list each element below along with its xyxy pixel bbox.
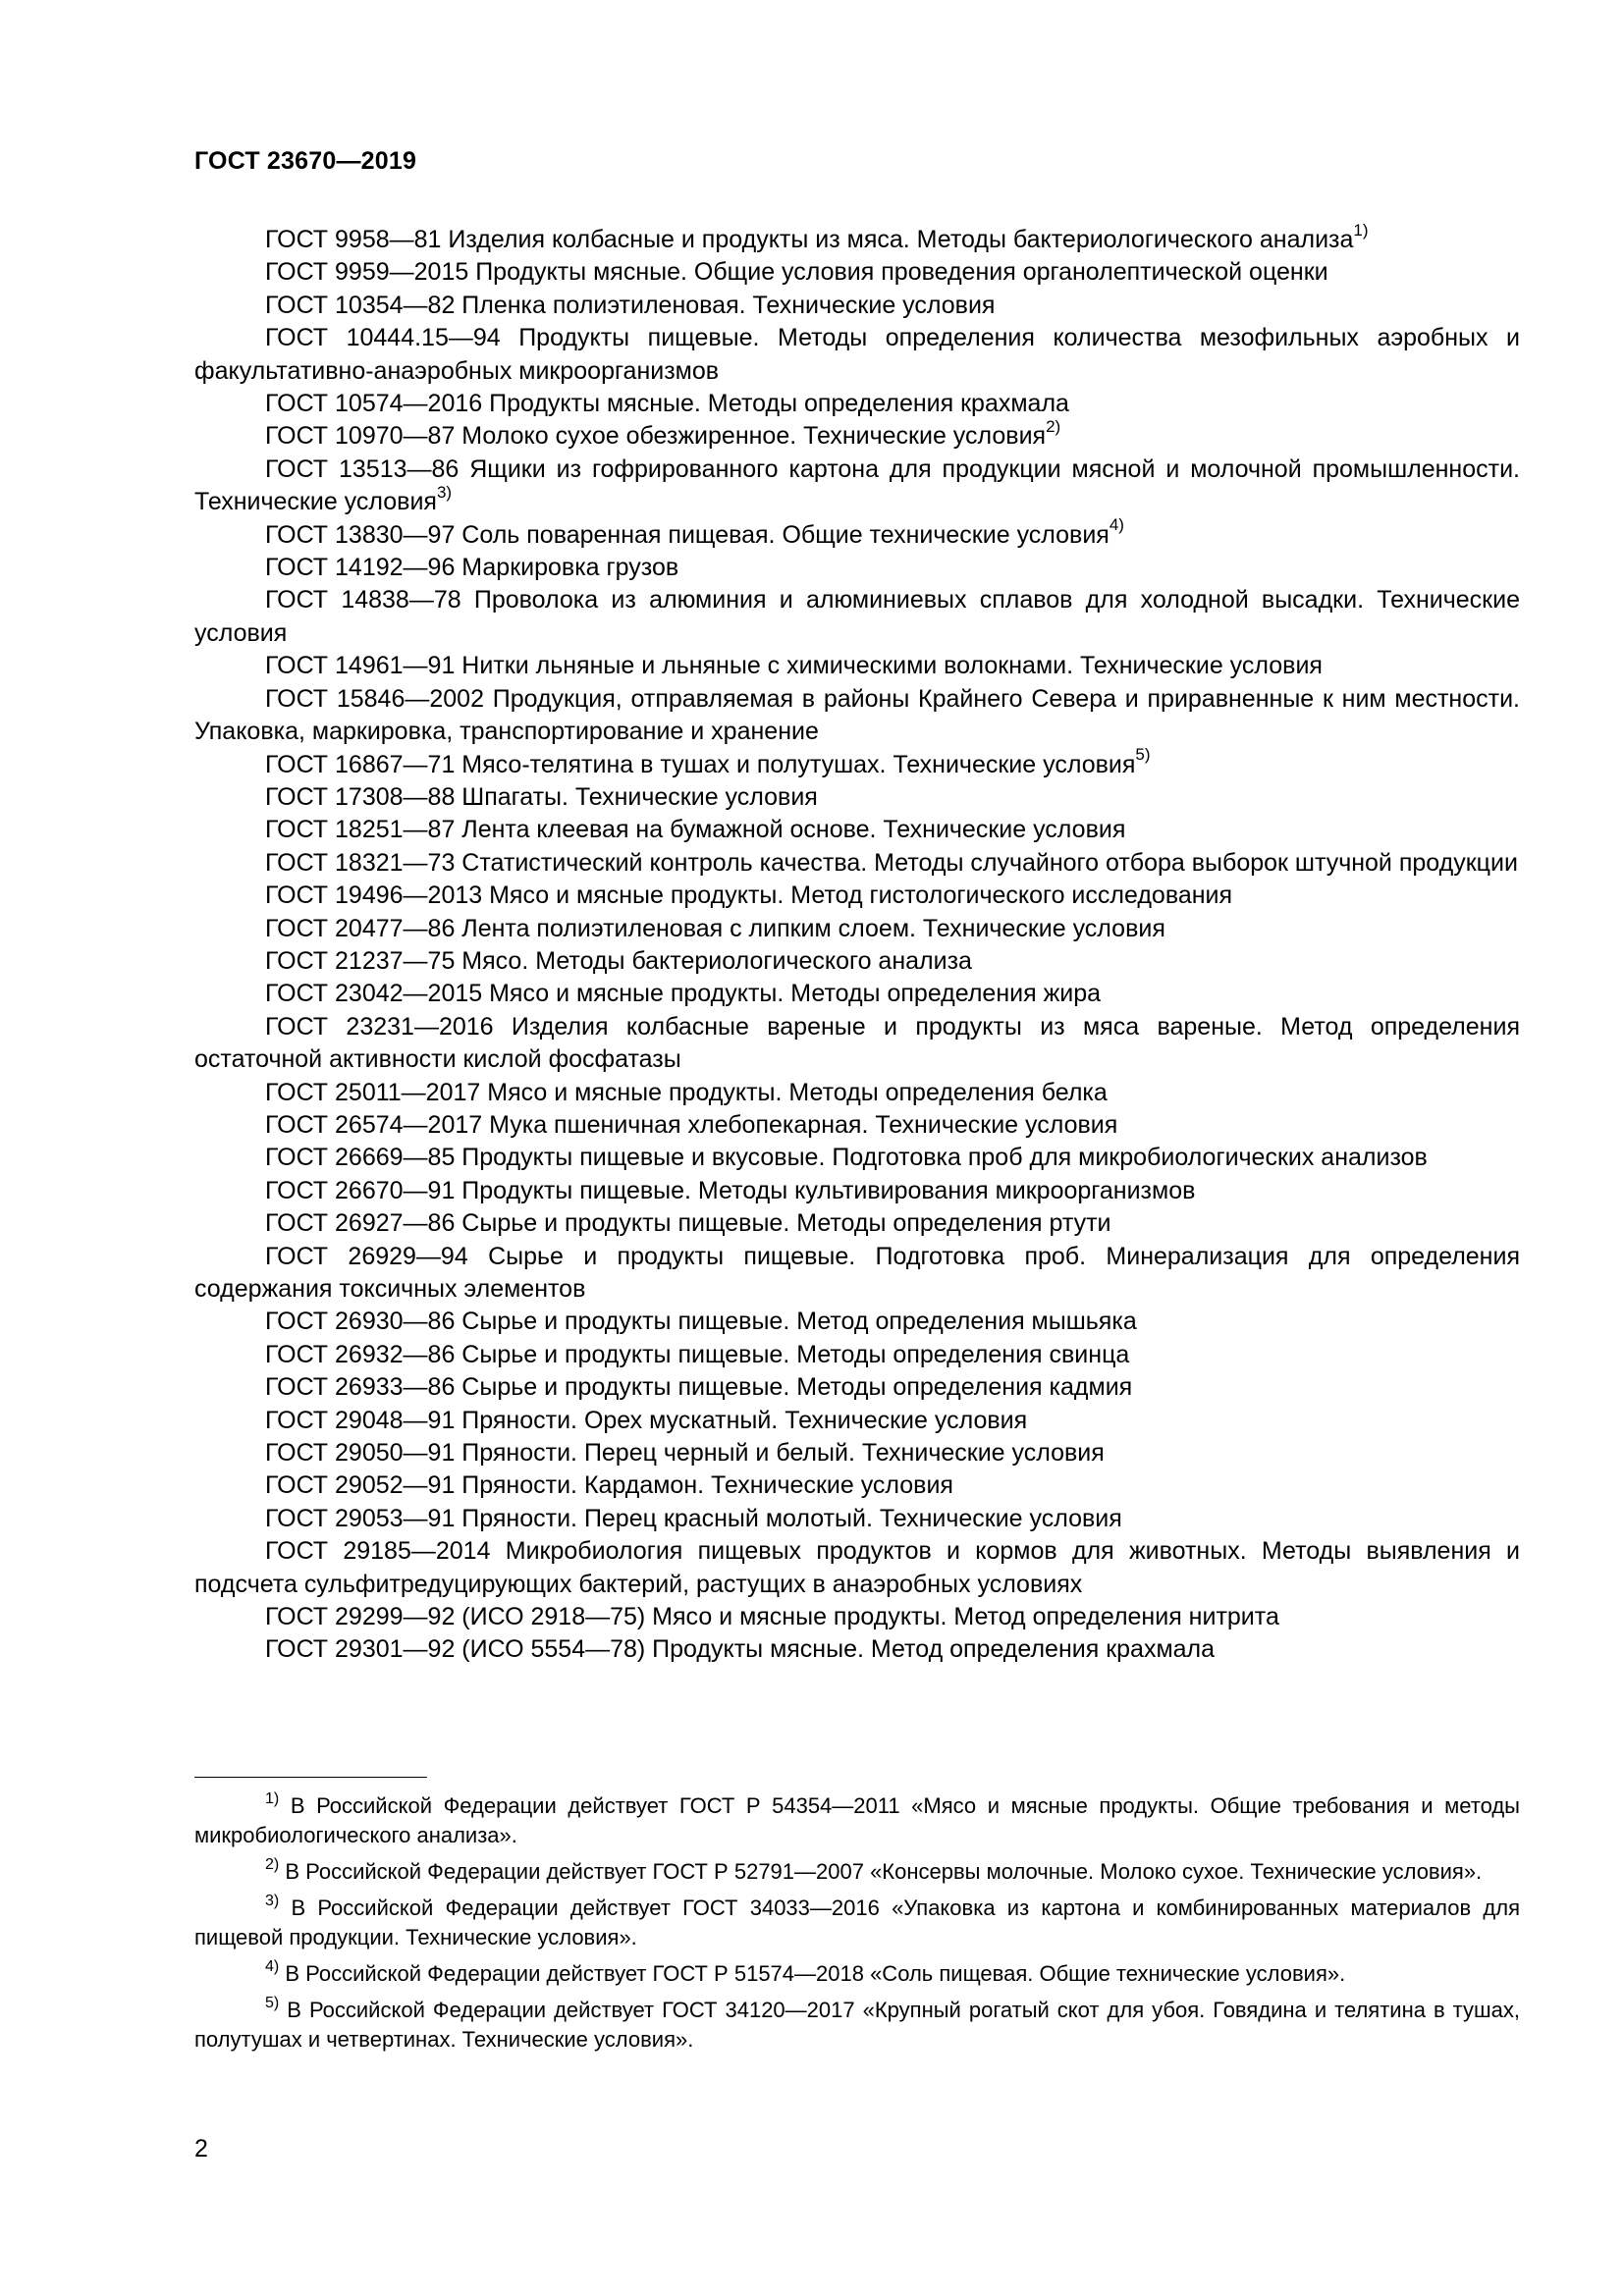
reference-item (194, 880, 1520, 912)
reference-item (194, 814, 1520, 846)
footnote-text: В Российской Федерации действует ГОСТ 34033—2016 «Упаковка из картона и комбинированных материалов для пищевой продукции. Технические условия». (194, 1896, 1520, 1949)
reference-item (194, 256, 1520, 289)
reference-item (194, 1011, 1520, 1077)
reference-text: ГОСТ 21237—75 Мясо. Методы бактериологического анализа (265, 946, 972, 975)
reference-text: ГОСТ 26669—85 Продукты пищевые и вкусовые. Подготовка проб для микробиологических анализов (265, 1144, 1428, 1172)
footnote-number: 2) (265, 1855, 280, 1873)
reference-item (194, 1207, 1520, 1240)
reference-text: ГОСТ 14192—96 Маркировка грузов (265, 554, 679, 582)
footnote-text: В Российской Федерации действует ГОСТ Р 52791—2007 «Консервы молочные. Молоко сухое. Технические условия». (279, 1859, 1483, 1884)
reference-text: ГОСТ 20477—86 Лента полиэтиленовая с липким слоем. Технические условия (265, 914, 1165, 942)
reference-text: ГОСТ 29048—91 Пряности. Орех мускатный. Технические условия (265, 1406, 1028, 1434)
reference-text: ГОСТ 13513—86 Ящики из гофрированного картона для продукции мясной и молочной промышленности. Технические условия (194, 454, 1520, 516)
reference-item (194, 1142, 1520, 1174)
reference-item (194, 584, 1520, 650)
reference-item (194, 978, 1520, 1010)
reference-item (194, 1469, 1520, 1502)
reference-text: ГОСТ 19496—2013 Мясо и мясные продукты. Метод гистологического исследования (265, 881, 1233, 910)
footnote-item (194, 1791, 1520, 1850)
reference-text: ГОСТ 26930—86 Сырье и продукты пищевые. Метод определения мышьяка (265, 1308, 1137, 1336)
reference-item (194, 1306, 1520, 1338)
reference-item (194, 322, 1520, 388)
reference-text: ГОСТ 26932—86 Сырье и продукты пищевые. Методы определения свинца (265, 1340, 1130, 1368)
reference-item (194, 1339, 1520, 1371)
document-header-code: ГОСТ 23670—2019 (194, 147, 417, 175)
reference-item (194, 1109, 1520, 1142)
reference-item (194, 1503, 1520, 1535)
reference-text: ГОСТ 15846—2002 Продукция, отправляемая в районы Крайнего Севера и приравненные к ним местности. Упаковка, маркировка, транспортирование и хранение (194, 684, 1520, 746)
reference-text: ГОСТ 29053—91 Пряности. Перец красный молотый. Технические условия (265, 1504, 1122, 1532)
reference-item (194, 1077, 1520, 1109)
reference-item (194, 1437, 1520, 1469)
reference-text: ГОСТ 23042—2015 Мясо и мясные продукты. Методы определения жира (265, 980, 1102, 1008)
reference-text: ГОСТ 23231—2016 Изделия колбасные вареные и продукты из мяса вареные. Метод определения остаточной активности кислой фосфатазы (194, 1012, 1520, 1074)
footnote-marker: 5) (1135, 745, 1151, 765)
reference-text: ГОСТ 26927—86 Сырье и продукты пищевые. Методы определения ртути (265, 1209, 1111, 1238)
normative-references-list (194, 220, 1520, 1667)
reference-text: ГОСТ 10970—87 Молоко сухое обезжиренное. Технические условия (265, 422, 1047, 451)
reference-item (194, 745, 1520, 781)
reference-text: ГОСТ 26574—2017 Мука пшеничная хлебопекарная. Технические условия (265, 1110, 1118, 1139)
footnote-marker: 1) (1353, 220, 1369, 240)
reference-text: ГОСТ 26929—94 Сырье и продукты пищевые. Подготовка проб. Минерализация для определения содержания токсичных элементов (194, 1242, 1520, 1303)
reference-item (194, 1405, 1520, 1437)
footnote-item (194, 1959, 1520, 1989)
footnote-item (194, 1996, 1520, 2055)
footnote-text: В Российской Федерации действует ГОСТ Р 51574—2018 «Соль пищевая. Общие технические условия». (279, 1961, 1346, 1986)
footnote-number: 4) (265, 1957, 280, 1975)
reference-text: ГОСТ 14838—78 Проволока из алюминия и алюминиевых сплавов для холодной высадки. Технические условия (194, 586, 1520, 647)
reference-text: ГОСТ 29050—91 Пряности. Перец черный и белый. Технические условия (265, 1439, 1105, 1468)
reference-text: ГОСТ 10444.15—94 Продукты пищевые. Методы определения количества мезофильных аэробных и факультативно-анаэробных микроорганизмов (194, 324, 1520, 385)
reference-text: ГОСТ 29185—2014 Микробиология пищевых продуктов и кормов для животных. Методы выявления и подсчета сульфитредуцирующих бактерий, растущих в анаэробных условиях (194, 1537, 1520, 1598)
footnote-marker: 3) (436, 482, 453, 502)
reference-item (194, 552, 1520, 584)
footnote-text: В Российской Федерации действует ГОСТ Р 54354—2011 «Мясо и мясные продукты. Общие требования и методы микробиологического анализа». (194, 1793, 1520, 1847)
reference-item (194, 683, 1520, 749)
reference-item (194, 1371, 1520, 1404)
reference-text: ГОСТ 10574—2016 Продукты мясные. Методы определения крахмала (265, 390, 1069, 418)
reference-text: ГОСТ 13830—97 Соль поваренная пищевая. Общие технические условия (265, 520, 1110, 549)
reference-item (194, 220, 1520, 256)
reference-item (194, 1601, 1520, 1633)
reference-text: ГОСТ 9958—81 Изделия колбасные и продукты из мяса. Методы бактериологического анализа (265, 226, 1354, 253)
reference-item (194, 515, 1520, 552)
reference-item (194, 417, 1520, 453)
reference-item (194, 454, 1520, 519)
reference-item (194, 1241, 1520, 1307)
reference-item (194, 1633, 1520, 1666)
reference-item (194, 945, 1520, 978)
footnotes-list (194, 1791, 1520, 2061)
footnote-item (194, 1894, 1520, 1952)
reference-text: ГОСТ 18251—87 Лента клеевая на бумажной основе. Технические условия (265, 816, 1126, 844)
reference-text: ГОСТ 29301—92 (ИСО 5554—78) Продукты мясные. Метод определения крахмала (265, 1635, 1216, 1664)
reference-text: ГОСТ 9959—2015 Продукты мясные. Общие условия проведения органолептической оценки (265, 258, 1328, 287)
reference-text: ГОСТ 26670—91 Продукты пищевые. Методы культивирования микроорганизмов (265, 1176, 1196, 1204)
reference-text: ГОСТ 29299—92 (ИСО 2918—75) Мясо и мясные продукты. Метод определения нитрита (265, 1603, 1279, 1631)
footnote-separator (194, 1777, 427, 1778)
reference-text: ГОСТ 14961—91 Нитки льняные и льняные с химическими волокнами. Технические условия (265, 652, 1323, 680)
footnote-item (194, 1857, 1520, 1887)
footnote-marker: 4) (1109, 515, 1124, 535)
reference-text: ГОСТ 29052—91 Пряности. Кардамон. Технические условия (265, 1471, 953, 1500)
reference-item (194, 1535, 1520, 1601)
footnote-marker: 2) (1046, 417, 1061, 437)
reference-item (194, 650, 1520, 682)
reference-item (194, 847, 1520, 880)
reference-item (194, 290, 1520, 322)
page-number: 2 (194, 2135, 208, 2163)
reference-text: ГОСТ 18321—73 Статистический контроль качества. Методы случайного отбора выборок штучной продукции (265, 848, 1518, 877)
reference-item (194, 913, 1520, 945)
reference-text: ГОСТ 17308—88 Шпагаты. Технические условия (265, 782, 818, 811)
footnote-number: 5) (265, 1994, 280, 2011)
reference-item (194, 781, 1520, 814)
footnote-number: 1) (265, 1789, 280, 1807)
reference-item (194, 1175, 1520, 1207)
reference-text: ГОСТ 26933—86 Сырье и продукты пищевые. Методы определения кадмия (265, 1373, 1133, 1402)
reference-text: ГОСТ 25011—2017 Мясо и мясные продукты. Методы определения белка (265, 1078, 1108, 1106)
reference-text: ГОСТ 16867—71 Мясо-телятина в тушах и полутушах. Технические условия (265, 750, 1136, 778)
reference-text: ГОСТ 10354—82 Пленка полиэтиленовая. Технические условия (265, 291, 996, 319)
footnote-text: В Российской Федерации действует ГОСТ 34120—2017 «Крупный рогатый скот для убоя. Говядина и телятина в тушах, полутушах и четвертинах. Технические условия». (194, 1998, 1520, 2052)
footnote-number: 3) (265, 1892, 280, 1909)
reference-item (194, 388, 1520, 420)
